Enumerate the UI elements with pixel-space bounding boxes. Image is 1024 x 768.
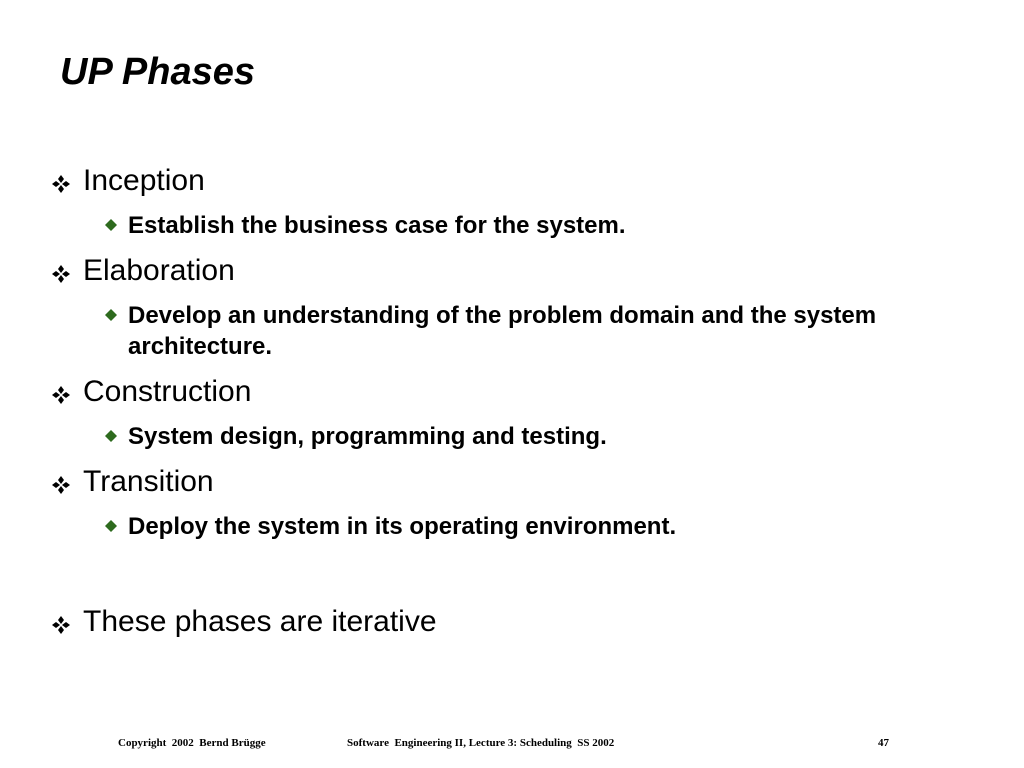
footer-page-number: 47	[878, 737, 889, 749]
four-diamond-bullet-icon	[51, 264, 71, 284]
four-diamond-bullet-icon	[51, 615, 71, 635]
bullet-text: Construction	[83, 375, 252, 408]
footer-copyright: Copyright 2002 Bernd Brügge	[118, 737, 266, 749]
bullet-text: Elaboration	[83, 254, 235, 287]
slide-title: UP Phases	[60, 51, 256, 93]
four-diamond-bullet-icon	[51, 174, 71, 194]
sub-bullet-text: System design, programming and testing.	[128, 423, 607, 450]
bullet-text: Inception	[83, 164, 205, 197]
diamond-bullet-icon	[105, 309, 117, 321]
four-diamond-bullet-icon	[51, 475, 71, 495]
diamond-bullet-icon	[105, 219, 117, 231]
diamond-bullet-icon	[105, 430, 117, 442]
footer-course: Software Engineering II, Lecture 3: Scheduling SS 2002	[347, 737, 615, 749]
bullet-text: Transition	[83, 465, 214, 498]
sub-bullet-text: Establish the business case for the system.	[128, 212, 626, 239]
four-diamond-bullet-icon	[51, 385, 71, 405]
sub-bullet-text: Deploy the system in its operating environment.	[128, 513, 677, 540]
bullet-text: These phases are iterative	[83, 605, 437, 638]
sub-bullet-text: Develop an understanding of the problem domain and the system architecture.	[128, 302, 877, 360]
diamond-bullet-icon	[105, 520, 117, 532]
